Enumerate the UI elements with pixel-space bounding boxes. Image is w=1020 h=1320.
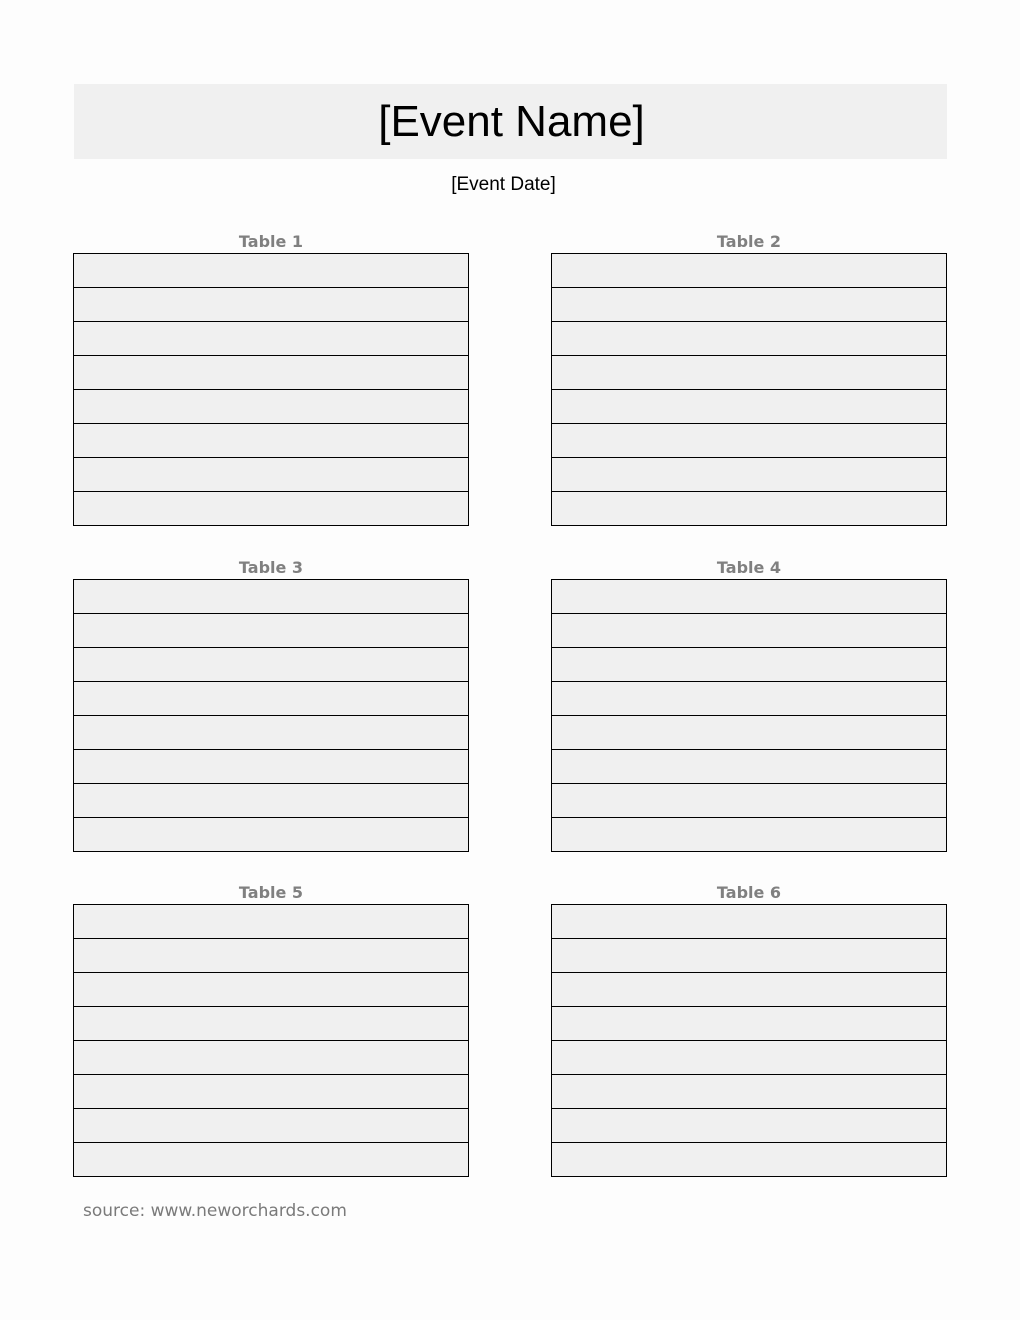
guest-row[interactable]	[74, 390, 468, 424]
guest-row[interactable]	[552, 750, 946, 784]
source-note: source: www.neworchards.com	[83, 1201, 347, 1221]
guest-row[interactable]	[74, 458, 468, 492]
guest-row[interactable]	[552, 818, 946, 851]
event-date: [Event Date]	[451, 174, 556, 195]
guest-row[interactable]	[74, 1007, 468, 1041]
guest-row[interactable]	[74, 1143, 468, 1176]
guest-row[interactable]	[552, 492, 946, 525]
table-label: Table 1	[238, 232, 304, 251]
guest-row[interactable]	[552, 458, 946, 492]
guest-row[interactable]	[74, 682, 468, 716]
guest-row[interactable]	[552, 716, 946, 750]
guest-row[interactable]	[552, 1109, 946, 1143]
guest-row[interactable]	[74, 580, 468, 614]
seating-table-2	[551, 232, 947, 526]
guest-row[interactable]	[74, 1041, 468, 1075]
guest-row[interactable]	[552, 322, 946, 356]
guest-row[interactable]	[552, 1041, 946, 1075]
guest-row[interactable]	[552, 580, 946, 614]
guest-row[interactable]	[74, 254, 468, 288]
guest-row[interactable]	[74, 648, 468, 682]
guest-list-grid	[73, 253, 469, 526]
guest-row[interactable]	[74, 784, 468, 818]
guest-row[interactable]	[74, 614, 468, 648]
guest-row[interactable]	[74, 492, 468, 525]
guest-row[interactable]	[552, 288, 946, 322]
guest-row[interactable]	[74, 750, 468, 784]
guest-row[interactable]	[552, 1143, 946, 1176]
guest-row[interactable]	[552, 905, 946, 939]
guest-row[interactable]	[552, 939, 946, 973]
guest-row[interactable]	[74, 322, 468, 356]
guest-list-grid	[551, 253, 947, 526]
seating-table-4	[551, 558, 947, 852]
guest-row[interactable]	[74, 1109, 468, 1143]
guest-row[interactable]	[552, 784, 946, 818]
guest-row[interactable]	[552, 682, 946, 716]
guest-row[interactable]	[552, 614, 946, 648]
guest-row[interactable]	[552, 254, 946, 288]
guest-row[interactable]	[552, 424, 946, 458]
table-label: Table 3	[238, 558, 304, 577]
guest-row[interactable]	[74, 973, 468, 1007]
guest-row[interactable]	[74, 356, 468, 390]
seating-table-5	[73, 883, 469, 1177]
guest-row[interactable]	[74, 939, 468, 973]
seating-table-6	[551, 883, 947, 1177]
guest-row[interactable]	[552, 390, 946, 424]
guest-row[interactable]	[552, 1075, 946, 1109]
guest-row[interactable]	[552, 973, 946, 1007]
table-label: Table 4	[716, 558, 782, 577]
guest-row[interactable]	[74, 716, 468, 750]
guest-row[interactable]	[552, 356, 946, 390]
guest-row[interactable]	[74, 424, 468, 458]
event-name-title: [Event Name]	[378, 96, 645, 146]
title-banner	[74, 84, 947, 159]
guest-row[interactable]	[552, 648, 946, 682]
table-label: Table 5	[238, 883, 304, 902]
seating-table-3	[73, 558, 469, 852]
guest-row[interactable]	[74, 288, 468, 322]
guest-list-grid	[551, 904, 947, 1177]
guest-list-grid	[73, 904, 469, 1177]
guest-list-grid	[73, 579, 469, 852]
table-label: Table 2	[716, 232, 782, 251]
guest-row[interactable]	[74, 818, 468, 851]
guest-row[interactable]	[74, 1075, 468, 1109]
table-label: Table 6	[716, 883, 782, 902]
guest-list-grid	[551, 579, 947, 852]
guest-row[interactable]	[552, 1007, 946, 1041]
guest-row[interactable]	[74, 905, 468, 939]
seating-table-1	[73, 232, 469, 526]
